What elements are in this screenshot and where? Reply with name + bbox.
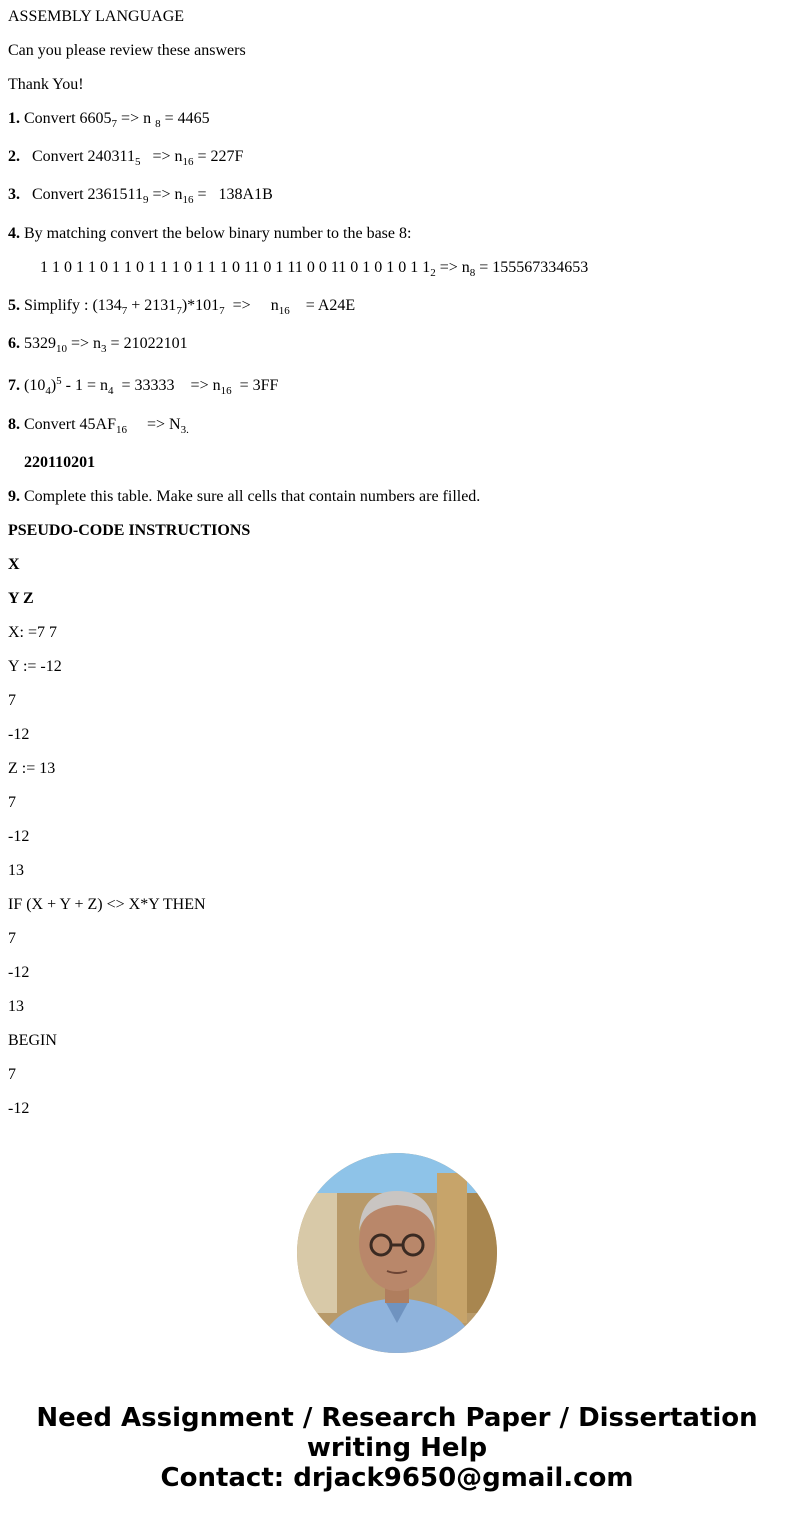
table-row: 13 [8,998,24,1015]
question-4 [8,225,411,243]
subscript: 7 [176,305,182,317]
subscript: 7 [219,305,225,317]
table-row: Z := 13 [8,760,56,777]
question-number: 2. [8,148,20,165]
question-number: 4. [8,225,20,242]
thanks-text: Thank You! [8,76,84,93]
question-text: By matching convert the below binary number to the base 8: [20,225,412,242]
answer-text: = A24E [289,297,356,314]
question-text: => n [140,148,183,165]
table-heading: PSEUDO-CODE INSTRUCTIONS [8,522,251,539]
question-number: 1. [8,110,20,127]
table-row: 7 [8,930,16,947]
table-column-yz: Y Z [8,590,34,607]
answer-text: = 227F [193,148,244,165]
footer-contact: Contact: drjack9650@gmail.com [160,1463,634,1493]
table-row: -12 [8,1100,30,1117]
author-avatar [297,1153,497,1353]
subscript: 3 [101,343,107,355]
question-2 [8,148,243,166]
question-number: 6. [8,335,20,352]
question-7 [8,377,278,395]
table-row: -12 [8,828,30,845]
binary-number: 1 1 0 1 1 0 1 1 0 1 1 1 0 1 1 1 0 11 0 1 11 0 0 11 0 1 0 1 0 1 1 [40,259,431,276]
question-text: => n [148,186,183,203]
answer-text: = 3FF [231,377,279,394]
subscript: 8 [469,267,476,279]
question-6 [8,335,188,353]
question-text: ) [50,377,57,394]
question-text: Simplify : (134 [20,297,122,314]
table-row: BEGIN [8,1032,57,1049]
doc-title: ASSEMBLY LANGUAGE [8,8,185,25]
question-5 [8,297,355,315]
subscript: 4 [45,385,51,397]
question-text: = 33333 => n [113,377,221,394]
subscript: 2 [430,267,436,279]
subscript: 16 [278,305,290,317]
question-number: 3. [8,186,20,203]
question-text: Convert 240311 [20,148,135,165]
question-number: 9. [8,488,20,505]
question-text: => n [67,335,102,352]
subscript: 16 [116,424,127,436]
subscript: 16 [182,194,194,206]
question-8 [8,416,189,434]
subscript: 10 [56,343,67,355]
question-9 [8,488,480,506]
question-text: 5329 [20,335,56,352]
table-row: -12 [8,964,30,981]
subscript: 3. [180,424,189,436]
question-text: Complete this table. Make sure all cells that contain numbers are filled. [20,488,481,505]
answer-text: = 155567334653 [475,259,589,276]
table-row: -12 [8,726,30,743]
question-text: => n [435,259,470,276]
answer-text: = 4465 [160,110,210,127]
portrait-illustration [297,1153,497,1353]
question-text: => N [127,416,181,433]
question-text: (10 [20,377,46,394]
review-request: Can you please review these answers [8,42,246,59]
question-3 [8,186,273,204]
question-text: )*101 [181,297,220,314]
subscript: 7 [111,118,118,130]
subscript: 9 [142,194,149,206]
question-text: => n [224,297,279,314]
question-1 [8,110,210,128]
question-text: Convert 6605 [20,110,112,127]
subscript: 7 [121,305,128,317]
question-text: Convert 45AF [20,416,116,433]
table-row: X: =7 7 [8,624,58,641]
question-number: 7. [8,377,20,394]
table-row: 7 [8,794,16,811]
table-column-x: X [8,556,20,573]
subscript: 8 [155,118,161,130]
superscript: 5 [56,375,62,387]
subscript: 16 [220,385,232,397]
subscript: 5 [134,156,141,168]
footer-line: Need Assignment / Research Paper / Dissertation [36,1403,758,1433]
subscript: 16 [182,156,194,168]
footer-line: writing Help [306,1433,488,1463]
question-text: Convert 2361511 [20,186,143,203]
question-number: 8. [8,416,20,433]
answer-text: = 21022101 [106,335,188,352]
footer-banner [0,1403,794,1493]
question-number: 5. [8,297,20,314]
question-text: - 1 = n [61,377,109,394]
table-row: Y := -12 [8,658,62,675]
subscript: 4 [108,385,114,397]
table-row: 7 [8,1066,16,1083]
table-row: 7 [8,692,16,709]
table-row: 13 [8,862,24,879]
question-text: => n [117,110,156,127]
question-8-answer: 220110201 [24,454,96,471]
answer-text: = 138A1B [193,186,273,203]
binary-number-line [40,259,588,277]
question-text: + 2131 [127,297,177,314]
table-row: IF (X + Y + Z) <> X*Y THEN [8,896,206,913]
